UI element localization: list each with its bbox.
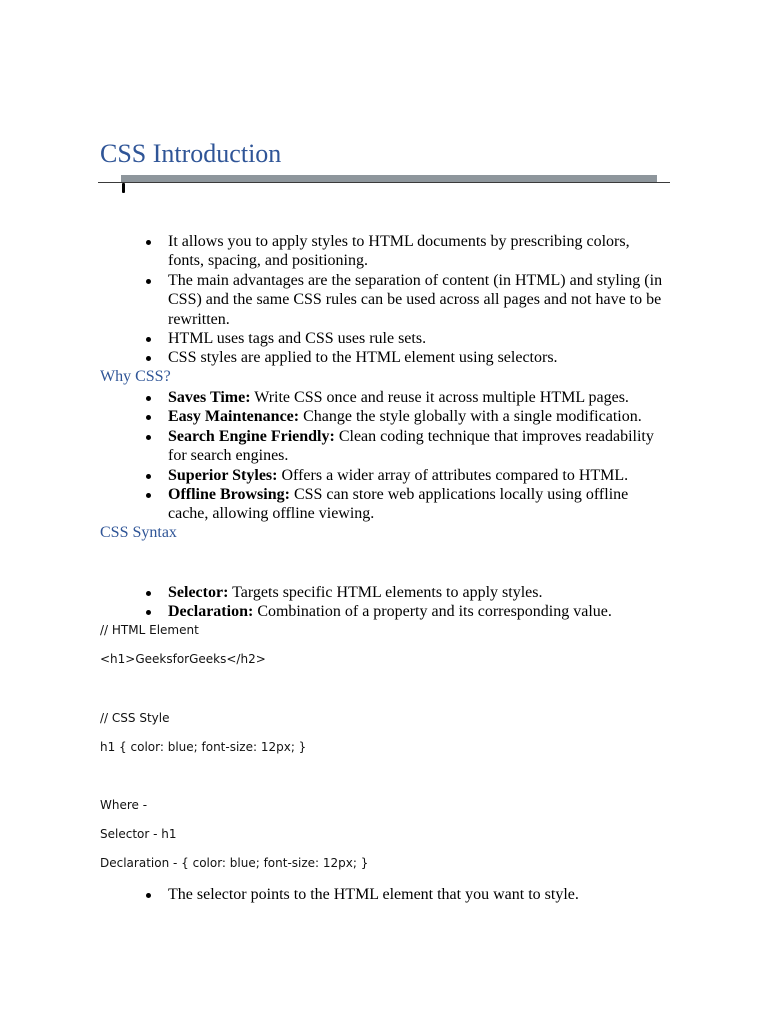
term: Offline Browsing: — [168, 486, 290, 504]
selector-line: Selector - h1 — [100, 827, 177, 841]
list-item — [0, 583, 668, 602]
description: Offers a wider array of attributes compared to HTML. — [277, 466, 629, 484]
list-item — [0, 427, 668, 466]
css-comment: // CSS Style — [100, 711, 170, 725]
list-item — [0, 602, 668, 621]
list-item — [0, 485, 668, 524]
title-rule-line — [98, 182, 670, 183]
term: Superior Styles: — [168, 466, 278, 484]
where-label: Where - — [100, 798, 148, 812]
term: Saves Time: — [168, 389, 251, 406]
description: Targets specific HTML elements to apply styles. — [228, 584, 543, 601]
why-list — [0, 388, 668, 524]
list-item — [0, 407, 668, 426]
css-syntax-heading: CSS Syntax — [100, 524, 177, 541]
syntax-list — [0, 583, 668, 622]
list-item: The main advantages are the separation of content (in HTML) and styling (in CSS) and the same CSS rules can be used across all pages and not have to be rewritten. — [0, 271, 668, 329]
term: Selector: — [168, 584, 229, 601]
description: Combination of a property and its corresponding value. — [253, 603, 612, 621]
list-item: HTML uses tags and CSS uses rule sets. — [0, 329, 668, 348]
css-code: h1 { color: blue; font-size: 12px; } — [100, 740, 307, 754]
intro-list — [0, 232, 668, 368]
list-item: The selector points to the HTML element that you want to style. — [0, 885, 668, 904]
list-item — [0, 388, 668, 407]
description: CSS can store web applications locally using offline cache, allowing offline viewing. — [168, 486, 629, 523]
declaration-line: Declaration - { color: blue; font-size: 12px; } — [100, 856, 369, 870]
html-code: <h1>GeeksforGeeks</h2> — [100, 652, 266, 666]
description: Write CSS once and reuse it across multiple HTML pages. — [250, 389, 629, 406]
title-rule-bar — [121, 175, 657, 182]
final-list — [0, 885, 668, 904]
description: Change the style globally with a single modification. — [299, 408, 642, 426]
page-title: CSS Introduction — [100, 139, 282, 168]
why-css-heading: Why CSS? — [100, 368, 171, 385]
cursor-mark — [122, 183, 125, 193]
term: Search Engine Friendly: — [168, 427, 335, 445]
term: Easy Maintenance: — [168, 408, 300, 426]
list-item: It allows you to apply styles to HTML documents by prescribing colors, fonts, spacing, and positioning. — [0, 232, 668, 271]
list-item: CSS styles are applied to the HTML element using selectors. — [0, 348, 668, 367]
list-item — [0, 466, 668, 485]
term: Declaration: — [168, 603, 254, 621]
html-comment: // HTML Element — [100, 623, 199, 637]
description: Clean coding technique that improves readability for search engines. — [168, 427, 654, 465]
